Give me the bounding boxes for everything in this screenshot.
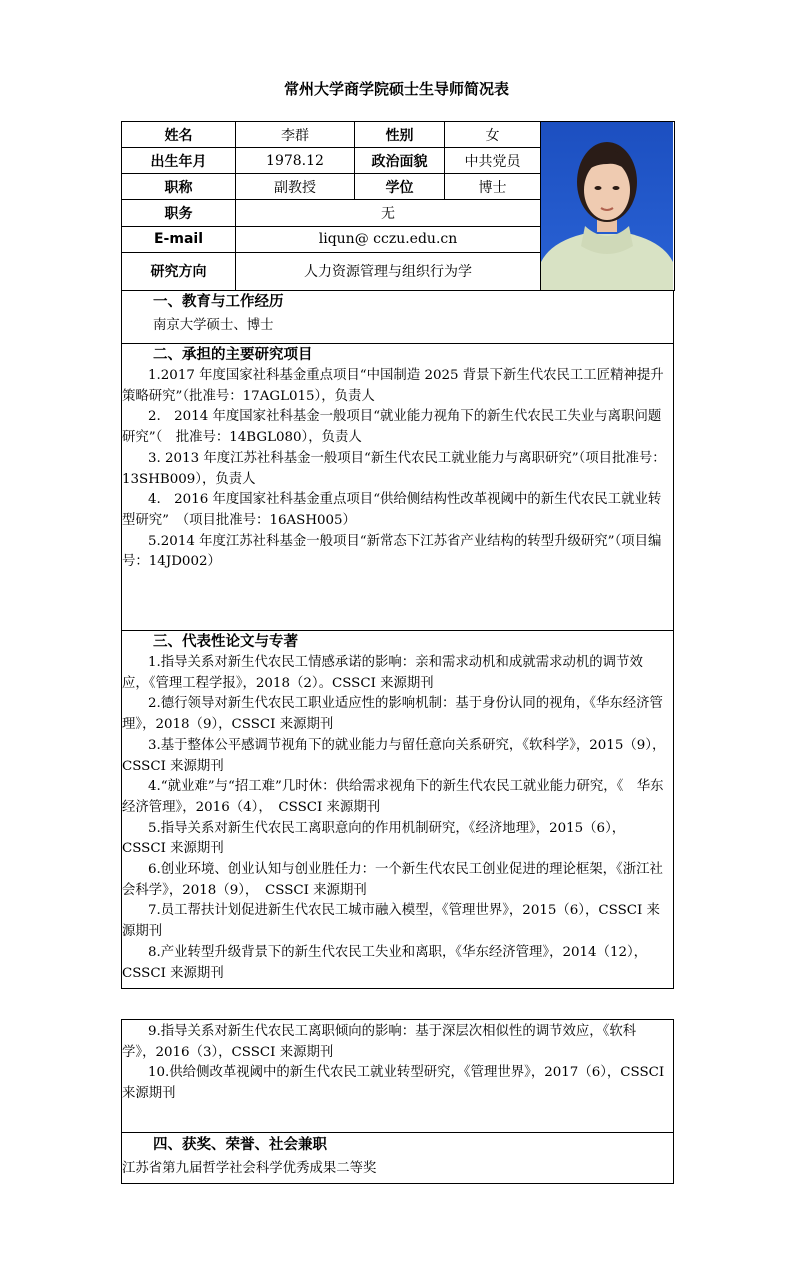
research-label: 研究方向: [122, 252, 236, 290]
degree-label: 学位: [355, 174, 445, 200]
paper-item: 3.基于整体公平感调节视角下的就业能力与留任意向关系研究，《软科学》，2015（9），CSSCI 来源期刊: [122, 737, 666, 774]
paper-item: 4.“就业难”与“招工难”几时休：供给需求视角下的新生代农民工就业能力研究，《 华东经济管理》，2016（4）， CSSCI 来源期刊: [122, 779, 664, 815]
education-heading: 一、教育与工作经历: [153, 294, 284, 310]
paper-item: 8.产业转型升级背景下的新生代农民工失业和离职，《华东经济管理》，2014（12），CSSCI 来源期刊: [122, 944, 648, 981]
photo-cell: [541, 122, 675, 291]
duty-label: 职务: [122, 200, 236, 226]
papers-section: [122, 630, 673, 989]
title-label: 职称: [122, 174, 236, 200]
education-section: [122, 291, 673, 343]
politics-label: 政治面貌: [355, 148, 445, 174]
basic-info-table: [121, 121, 675, 291]
title-value: 副教授: [236, 174, 355, 200]
project-item: 5.2014 年度江苏社科基金一般项目“新常态下江苏省产业结构的转型升级研究”（项目编号：14JD002）: [122, 533, 662, 570]
page-title: 常州大学商学院硕士生导师简况表: [283, 80, 509, 98]
gender-value: 女: [445, 122, 541, 148]
paper-item: 6.创业环境、创业认知与创业胜任力：一个新生代农民工创业促进的理论框架，《浙江社会科学》，2018（9）， CSSCI 来源期刊: [122, 862, 663, 898]
research-value: 人力资源管理与组织行为学: [236, 252, 541, 290]
awards-section: [122, 1132, 673, 1183]
gender-label: 性别: [355, 122, 445, 148]
paper-item: 10.供给侧改革视阈中的新生代农民工就业转型研究，《管理世界》，2017（6），CSSCI 来源期刊: [122, 1065, 665, 1102]
project-item: 4. 2016 年度国家社科基金重点项目“供给侧结构性改革视阈中的新生代农民工就业转型研究” （项目批准号：16ASH005）: [122, 492, 662, 528]
degree-value: 博士: [445, 174, 541, 200]
project-item: 3. 2013 年度江苏社科基金一般项目“新生代农民工就业能力与离职研究”（项目批准号：13SHB009），负责人: [122, 450, 666, 487]
project-item: 2. 2014 年度国家社科基金一般项目“就业能力视角下的新生代农民工失业与离职问题研究”（ 批准号：14BGL080），负责人: [122, 409, 662, 446]
politics-value: 中共党员: [445, 148, 541, 174]
paper-item: 5.指导关系对新生代农民工离职意向的作用机制研究，《经济地理》，2015（6），CSSCI 来源期刊: [122, 820, 626, 857]
education-text: 南京大学硕士、博士: [153, 318, 274, 333]
projects-heading: 二、承担的主要研究项目: [153, 347, 313, 363]
sections-box-2: [121, 1019, 674, 1184]
birth-value: 1978.12: [236, 148, 355, 174]
sections-box-1: [121, 290, 674, 989]
paper-item: 9.指导关系对新生代农民工离职倾向的影响：基于深层次相似性的调节效应，《软科学》，2016（3），CSSCI 来源期刊: [122, 1024, 637, 1060]
awards-heading: 四、获奖、荣誉、社会兼职: [153, 1137, 327, 1153]
duty-value: 无: [236, 200, 541, 226]
birth-label: 出生年月: [122, 148, 236, 174]
email-value: liqun@ cczu.edu.cn: [236, 226, 541, 252]
email-label: E-mail: [122, 226, 236, 252]
project-item: 1.2017 年度国家社科基金重点项目“中国制造 2025 背景下新生代农民工工匠精神提升策略研究”（批准号：17AGL015），负责人: [122, 368, 664, 404]
name-label: 姓名: [122, 122, 236, 148]
portrait-photo: [541, 122, 673, 290]
projects-section: [122, 343, 673, 630]
awards-text: 江苏省第九届哲学社会科学优秀成果二等奖: [122, 1161, 377, 1176]
papers-continued: [122, 1020, 673, 1132]
paper-item: 1.指导关系对新生代农民工情感承诺的影响：亲和需求动机和成就需求动机的调节效应，《管理工程学报》，2018（2）。CSSCI 来源期刊: [122, 655, 643, 691]
paper-item: 2.德行领导对新生代农民工职业适应性的影响机制：基于身份认同的视角，《华东经济管理》，2018（9），CSSCI 来源期刊: [122, 696, 663, 733]
name-value: 李群: [236, 122, 355, 148]
paper-item: 7.员工帮扶计划促进新生代农民工城市融入模型，《管理世界》，2015（6），CSSCI 来源期刊: [122, 903, 660, 940]
papers-heading: 三、代表性论文与专著: [153, 634, 298, 650]
